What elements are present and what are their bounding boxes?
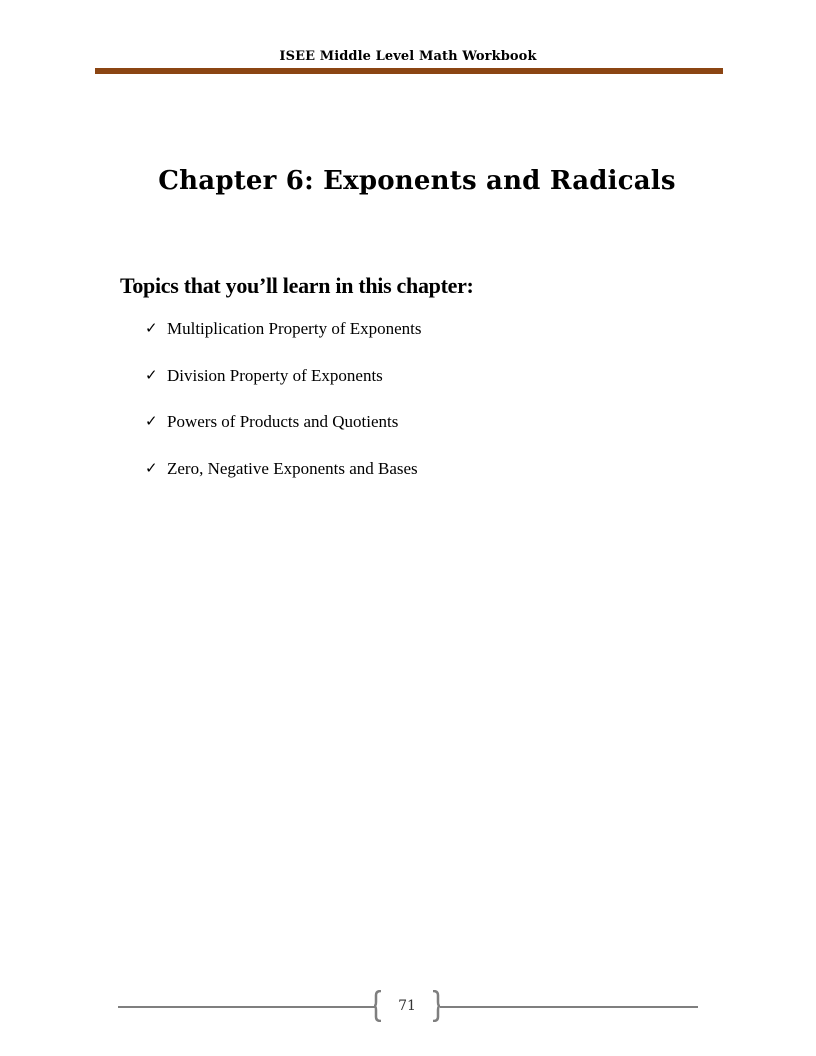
topics-list (145, 318, 422, 504)
chapter-title: Chapter 6: Exponents and Radicals (158, 166, 676, 196)
topic-label: Division Property of Exponents (167, 365, 383, 385)
check-icon: ✓ (145, 321, 158, 337)
topic-label: Zero, Negative Exponents and Bases (167, 458, 418, 478)
page-number: 71 (398, 998, 416, 1014)
footer-rule-right (440, 1006, 698, 1008)
right-bracket-icon (431, 990, 441, 1022)
check-icon: ✓ (145, 414, 158, 430)
check-icon: ✓ (145, 460, 158, 477)
list-item (145, 411, 422, 458)
list-item (145, 365, 422, 412)
topic-label: Powers of Products and Quotients (167, 412, 399, 431)
topics-heading: Topics that you’ll learn in this chapter: (120, 273, 474, 298)
list-item (145, 458, 422, 505)
left-bracket-icon (373, 990, 383, 1022)
topic-label: Multiplication Property of Exponents (167, 319, 422, 338)
check-icon: ✓ (145, 367, 158, 384)
footer-rule-left (118, 1006, 376, 1008)
running-header: ISEE Middle Level Math Workbook (279, 49, 537, 64)
list-item (145, 318, 422, 365)
header-rule (95, 68, 723, 74)
